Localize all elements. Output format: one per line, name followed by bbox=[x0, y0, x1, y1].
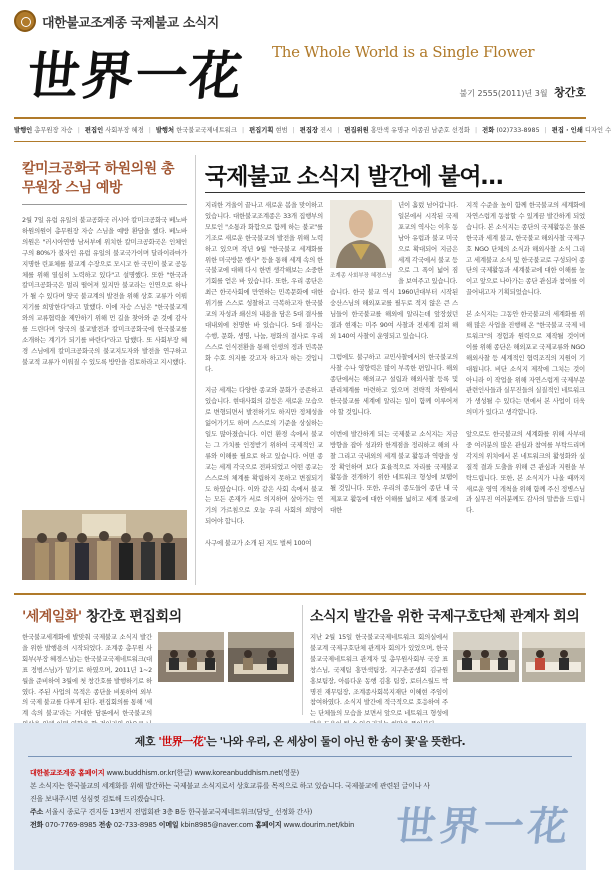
side-story-body: 2월 7일 유럽 유일의 불교공화국 러시아 칼미크공화국 베노바 하원의원이 총무원장 자승 스님을 예방 환담을 했다. 베노바 의원은 "러시아연방 남서부에 위치한 칼미크공화국은 인체인구의 80%가 불자인 유럽 유일의 불교국가이며 달라이라마가 지명한 린포체를 불교계 수장으로 모시고 한 국민이 불교 공동체를 위해 열심히 노력하고 있다"고 설명했다. 또한 "한국과 칼미크공화국은 멀리 떨어져 있지만 불교라는 인연으로 하나가 될 수 있다며 양국 불교계의 발전을 위해 상호 교류가 이뤄지기를 희망한다"라고 말했다. 이에 자승 스님은 "한국불교계와의 교류협력을 제안하기 위해 먼 길을 찾아와 준 것에 감사를 드린다며 양국의 불교발전과 칼미크공화국에 한국불교를 소개하는 계기가 되기를 바란다"라고 답했다. 또 사회부장 혜경 스님에게 칼미크공화국의 불교지도자와 발전을 연구하고 불교적 교류가 이뤄질 수 있도록 방안을 검토하라고 지시했다. bbox=[22, 216, 187, 366]
homepage-label: 대한불교조계종 홈페이지 bbox=[30, 769, 105, 777]
homepage-value[interactable]: www.buddhism.or.kr(한글) www.koreanbuddhism.net(영문) bbox=[106, 769, 300, 777]
footer-logo: 世界一花 bbox=[393, 803, 575, 850]
main-portrait-photo bbox=[330, 200, 392, 268]
footer-box bbox=[14, 723, 586, 870]
ngo-photo-2 bbox=[522, 632, 585, 682]
footer-contact-line bbox=[30, 819, 430, 832]
portrait-caption: 조계종 사회부장 혜경스님 bbox=[330, 273, 392, 279]
main-col-2: 습니다. 한국 불교 역시 1960년대부터 시작된 숭산스님의 해외포교를 필두로 적지 않은 큰 스님들이 한국불교를 해외에 알리는데 앞장섰던 결과 현재는 미주 90여 사찰과 전세계 걸쳐 해외 140여 사찰이 운영되고 있습니다. 그럼에도 불구하고 교민사찰에서의 한국불교의 사찰 수나 영향력은 많이 부족한 편입니다. 해외 종단에서는 해외교구 설립과 해외사찰 등록 및 관리체계를 마련하고 있으며 전략적 차원에서 한국불교를 세계에 알리는 일이 함께 이루어져야 할 것입니다. 이번에 발간하게 되는 국제불교 소식지는 지금 방향을 잡아 성과와 한계점을 정리하고 해외 사찰 그리고 국내외의 세계 불교 활동과 역량을 성장 확인하며 보다 효율적으로 자리를 국제불교 활동을 전개하기 위한 네트워크 형성에 보탬이 될 것입니다. 또한, 우리의 종도들이 종단 내 국제포교 활동에 대한 이해를 넓히고 세계 불교에 대한 bbox=[330, 288, 458, 515]
issue-date: 불기 2555(2011)년 3월 bbox=[459, 89, 548, 98]
main-col-1: 지리한 겨울이 끝나고 새로운 봄을 맞이하고 있습니다. 대한불교조계종은 33개 집행부의 모토인 "소통과 화합으로 함께 하는 불교"를 기조로 새로운 한국불교의 발전을 위해 노력하고 있으며 작년 9월 "한국불교 세계화를 위한 미국방문 행사" 등을 통해 세계 속의 한국불교에 대해 다시 한번 생각해보는 소중한 기회를 얻은 바 있습니다. 또한, 우리 종단은 최근 한국사회에 만연하는 민족문화에 대한 위기를 스스로 성찰하고 극복하고자 한국불교의 자성과 쇄신의 내용을 담은 5대 결사를 대내외에 천명한 바 있습니다. 5대 결사는 수행, 문화, 생명, 나눔, 평화의 결사로 우리 스스로 인식전환을 통해 인생의 정과 민족문화 수호 의지를 갖고자 하고자 하는 것입니다. 지금 세계는 다양한 종교와 문화가 공존하고 있습니다. 현대사회의 갈등은 새로운 모습으로 변형되면서 발전하기도 하지만 정체성을 잃어가기도 하며 스스로의 기준을 상실하는 일도 많아졌습니다. 이런 환경 속에서 불교는 그 가치를 인정받기 위하여 국제적인 교류와 이해를 필요로 하고 있습니다. 어떤 종교는 세계 각국으로 전파되었고 어떤 종교는 스스로의 체계를 확립하지 못하고 변질되기도 하였습니다. 이와 같은 사회 속에서 불교는 모든 존재가 서로 의지하며 살아가는 연기의 가르침으로 오늘 우리 사회의 희망이 되어야 합니다. 사구에 불교가 소개 된 지도 벌써 100여 bbox=[205, 201, 323, 548]
press-value: 한국불교국제네트워크 bbox=[176, 127, 237, 134]
press-label: 발행처 bbox=[155, 127, 175, 134]
footer-info bbox=[30, 767, 430, 832]
slogan: The Whole World is a Single Flower bbox=[272, 43, 535, 61]
address-value: 서울시 종로구 견지동 13번지 전법회관 3층 B동 한국불교국제네트워크(담당_ 선정화 간사) bbox=[45, 808, 313, 816]
footer-title bbox=[30, 733, 570, 749]
side-title-rule bbox=[22, 204, 187, 205]
side-column-divider bbox=[195, 155, 196, 585]
masthead-rule bbox=[14, 117, 586, 119]
credit-rule bbox=[14, 141, 586, 142]
plan-value: 현범 bbox=[275, 127, 288, 134]
fax-value: 02-733-8985 bbox=[113, 821, 157, 829]
footer-title-pre: 제호 bbox=[134, 735, 159, 748]
headline-rule bbox=[205, 192, 585, 193]
main-col-2-lead: 년이 흘렀 넘어갑니다. 일본에서 시작된 국제포교의 역사는 이후 동남아 유럽과 불교 미국으로 확대되어 지금은 세계 각국에서 불교 등으로 그 폭이 넓어 짐을 보여주고 있습니다. bbox=[398, 201, 458, 286]
mail-value[interactable]: kbin8985@naver.com bbox=[180, 821, 254, 829]
print-value: 디자인 수 bbox=[584, 127, 611, 134]
footer-notice: 본 소식지는 한국불교의 세계화를 위해 발간하는 국제불교 소식지로서 상호교류를 목적으로 하고 있습니다. 국제불교에 관련된 글이나 사진을 보내주시면 성심껏 검토해 드리겠습니다. bbox=[30, 782, 430, 803]
web-label: 홈페이지 bbox=[255, 821, 282, 829]
footer-title-em: '世界一花' bbox=[158, 735, 207, 748]
section-divider bbox=[14, 593, 586, 595]
newspaper-logo: 世界一花 bbox=[24, 46, 247, 107]
tel-value: 070-7769-8985 bbox=[45, 821, 97, 829]
ngo-story-title: 소식지 발간을 위한 국제구호단체 관계자 회의 bbox=[310, 609, 580, 625]
publisher-label: 발행인 bbox=[14, 127, 33, 134]
meeting-title-quote: '세계일화' bbox=[22, 609, 82, 625]
tel-label: 전화 bbox=[30, 821, 44, 829]
masthead bbox=[14, 10, 586, 107]
phone-label: 전화 bbox=[482, 127, 495, 134]
issue-number: 창간호 bbox=[554, 86, 586, 99]
address-label: 주소 bbox=[30, 808, 44, 816]
meeting-story-body: 한국불교세계화에 발맞춰 국제불교 소식지 발간을 위한 발행용의 시작되었다. 조계종 총무원 사회부(부장 혜경스님)는 한국불교국제네트워크(대표 정범스님)가 맡기로 하였으며, 2011년 1~2월을 준비하여 3월에 첫 창간호를 발행하기로 하였다. 주된 사업의 목적은 종단을 비롯하여 외부의 국제 불교를 다루게 된다. 편집회의를 통해 '세계 속의 불교'라는 거대한 담론에서 한국불교의 bbox=[22, 633, 153, 718]
footer-title-post: 는 '나와 우리, 온 세상이 둘이 아닌 한 송이 꽃'을 뜻한다. bbox=[206, 735, 466, 748]
publisher-value: 총무원장 자승 bbox=[34, 127, 73, 134]
credit-bar: 발행인 총무원장 자승 | 편집인 사회부장 혜경 | 발행처 한국불교국제네트워크 | 편집기획 현범 | 편집장 진시 | 편집위원 홍만색 유명규 이종권 남준호 선정화 | 전화 (02)733-8985 | 편집 · 인쇄 디자인 수 bbox=[14, 127, 611, 134]
org-name: 대한불교조계종 국제불교 소식지 bbox=[42, 16, 219, 31]
jogye-emblem-icon bbox=[14, 10, 36, 32]
meeting-photo-2 bbox=[228, 632, 294, 682]
side-story-title: 칼미크공화국 하원의원 총무원장 스님 예방 bbox=[22, 161, 175, 196]
side-story-photo bbox=[22, 510, 187, 580]
footer-rule bbox=[28, 756, 572, 757]
meeting-photo-1 bbox=[158, 632, 224, 682]
footer-homepage-line bbox=[30, 767, 430, 780]
main-col-3: 지적 수준을 높이 함께 한국불교의 세계화에 자연스럽게 동참할 수 있게끔 발간하게 되었습니다. 본 소식지는 종단의 국제활동은 물론 한국과 세계 불교, 한국불교 해외사찰 국제구호 NGO 단체의 소식과 해외사찰 소식 그리고 세계불교 소식 및 한국불교로 구성되어 종단의 국제활동과 세계불교에 대한 이해를 높이고 앞으로 나아가는 종단 관심과 참여를 이끌어내고자 기획되었습니다. 본 소식지는 그동안 한국불교의 세계화를 위해 많은 사업을 진행해 온 "한국불교 국제 네트워크"의 경험과 원력으로 제작될 것이며 이를 위해 종단은 해외포교 국제교류와 NGO 해외사찰 등 세계적인 협력조직의 지원이 기대됩니다. 비단 소식지 제작에 그치는 것이 아니라 이 작업을 위해 자연스럽게 국제부문 관련인사들과 실무진들의 실질적인 네트워크가 생성될 수 있다는 면에서 본 사업이 더욱 의미가 있다고 생각합니다. 앞으로도 한국불교의 세계화를 위해 사부대중 여러분의 많은 관심과 참여를 부탁드리며 각지의 위치에서 본 네트워크의 활성화와 실질적 결과 도출을 위해 큰 관심과 지원을 부탁드립니다. 또한, 본 소식지가 나올 때까지 새로운 영역 개척을 위해 함께 주신 정병스님과 실무진 여러분께도 감사의 말씀을 드립니다. bbox=[466, 201, 585, 515]
phone-value: (02)733-8985 bbox=[496, 127, 540, 134]
print-label: 편집 · 인쇄 bbox=[551, 127, 583, 134]
issue-info bbox=[460, 84, 587, 100]
meeting-title-rest: 창간호 편집회의 bbox=[81, 609, 182, 625]
chief-value: 진시 bbox=[320, 127, 333, 134]
plan-label: 편집기획 bbox=[249, 127, 274, 134]
chief-label: 편집장 bbox=[299, 127, 319, 134]
ngo-story-body: 지난 2월 15일 한국불교국제네트워크 회의실에서 불교계 국제구호단체 관계자 회의가 있었으며, 한국불교국제네트워크 관계자 및 총무원사회부 국장 표창스님, 국제팀 홍만색팀장, 지구촌공생회 김규원 홍보팀장, 아름다운 동행 김홍 팀장, 로터스월드 박명진 재무팀장, 조계종사회복지재단 이혜현 주임이 참여하였다. 소식지 발간에 적극적으로 호응하여 주는 단체들의 모습을 보면서 앞으로 네트워크 형성에 bbox=[310, 633, 448, 718]
mail-label: 이메일 bbox=[158, 821, 179, 829]
committee-label: 편집위원 bbox=[344, 127, 369, 134]
bottom-column-divider bbox=[302, 605, 303, 715]
web-value[interactable]: www.dourim.net/kbin bbox=[283, 821, 355, 829]
editor-value: 사회부장 혜경 bbox=[105, 127, 144, 134]
committee-value: 홍만색 유명규 이종권 남준호 선정화 bbox=[370, 127, 470, 134]
footer-address-line bbox=[30, 806, 430, 819]
fax-label: 전송 bbox=[98, 821, 112, 829]
meeting-story-title bbox=[22, 606, 182, 626]
ngo-photo-1 bbox=[453, 632, 519, 682]
editor-label: 편집인 bbox=[84, 127, 104, 134]
main-headline: 국제불교 소식지 발간에 붙여… bbox=[205, 164, 503, 190]
